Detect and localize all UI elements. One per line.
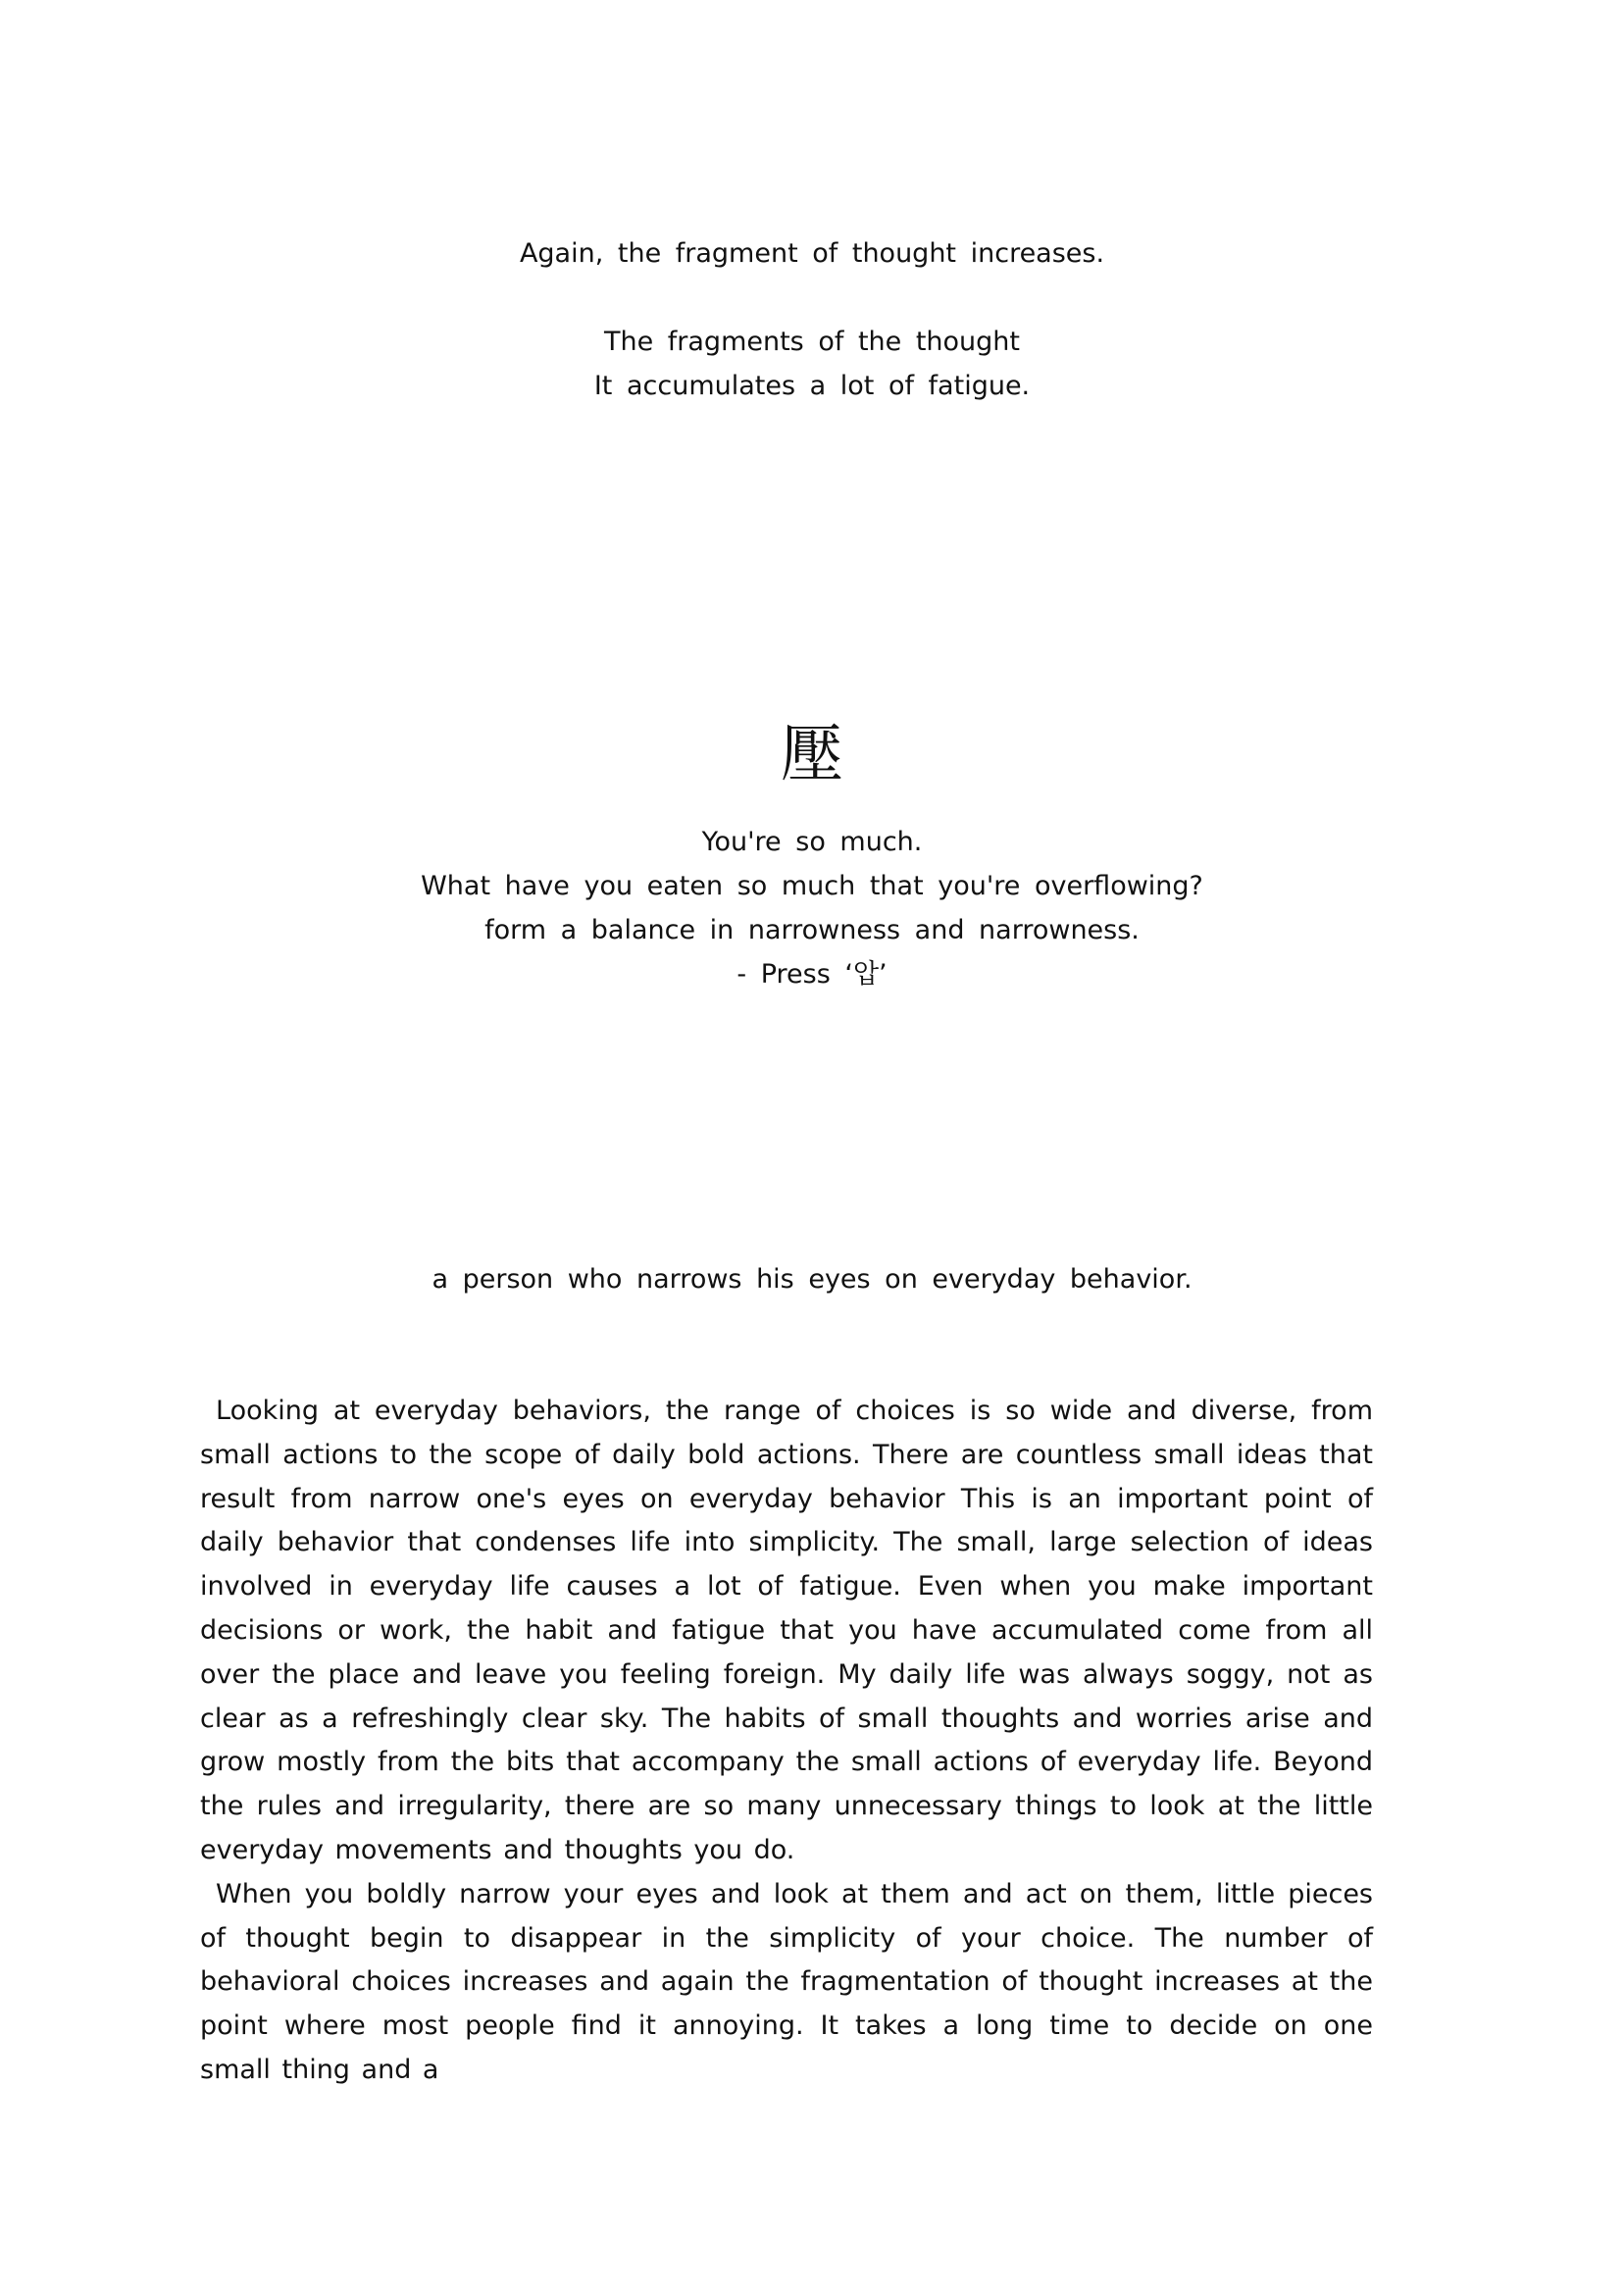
character-definition	[0, 820, 1624, 996]
body-text	[200, 1390, 1373, 2093]
intro-text-2: The fragments of the thought	[603, 327, 1021, 357]
definition-line-4: - Press ‘압’	[736, 959, 888, 990]
hanja-character: 壓	[781, 719, 843, 791]
section-title	[0, 1257, 1624, 1301]
section-title-text: a person who narrows his eyes on everyday behavior.	[431, 1264, 1193, 1295]
intro-line-1	[0, 231, 1624, 276]
definition-line-3: form a balance in narrowness and narrowness.	[484, 915, 1140, 945]
paragraph: When you boldly narrow your eyes and look at them and act on them, little pieces of thought begin to disappear in the simplicity of your choice. The number of behavioral choices increases and again the fragmentation of thought increases at the point where most people find it annoying. It takes a long time to decide on one small thing and a	[200, 1878, 1373, 2085]
intro-text-3: It accumulates a lot of fatigue.	[593, 371, 1031, 401]
intro-stanza	[0, 320, 1624, 408]
definition-line-2: What have you eaten so much that you're overflowing?	[421, 871, 1203, 901]
paragraph: Looking at everyday behaviors, the range of choices is so wide and diverse, from small actions to the scope of daily bold actions. There are countless small ideas that result from narrow one's eyes on everyday behavior This is an important point of daily behavior that condenses life into simplicity. The small, large selection of ideas involved in everyday life causes a lot of fatigue. Even when you make important decisions or work, the habit and fatigue that you have accumulated come from all over the place and leave you feeling foreign. My daily life was always soggy, not as clear as a refreshingly clear sky. The habits of small thoughts and worries arise and grow mostly from the bits that accompany the small actions of everyday life. Beyond the rules and irregularity, there are so many unnecessary things to look at the little everyday movements and thoughts you do.	[200, 1396, 1373, 1865]
intro-text-1: Again, the fragment of thought increases.	[519, 238, 1105, 269]
definition-line-1: You're so much.	[701, 827, 923, 857]
